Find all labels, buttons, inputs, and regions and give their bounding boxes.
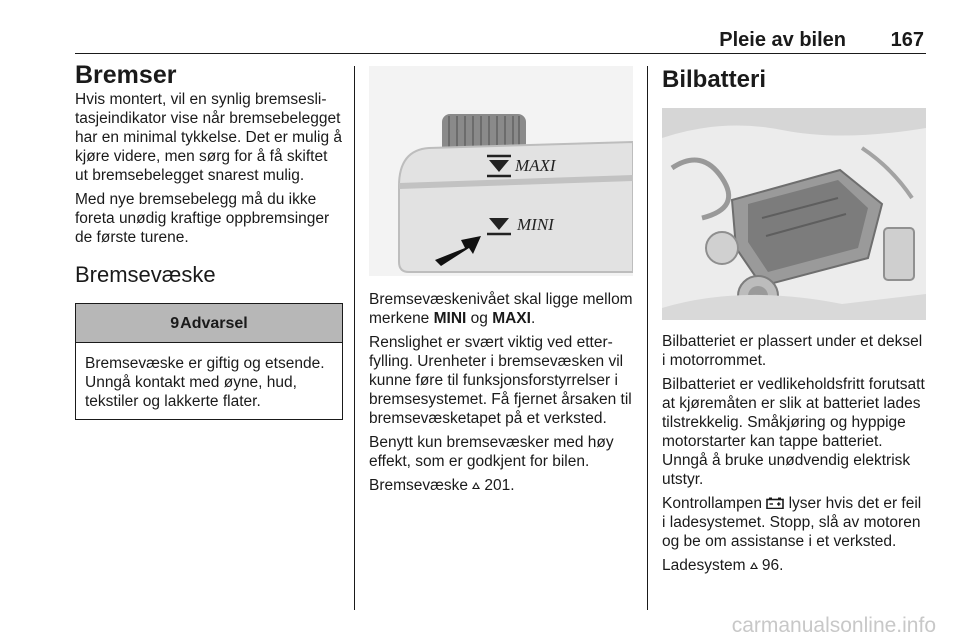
heading-brakes: Bremser — [75, 61, 177, 89]
mini-label: MINI — [433, 310, 467, 327]
page-number: 167 — [890, 29, 924, 51]
warning-header — [76, 304, 342, 343]
battery-engine-bay-image — [662, 108, 926, 320]
maxi-label: MAXI — [492, 310, 531, 327]
warning-box — [75, 303, 343, 420]
watermark: carmanualsonline.info — [731, 614, 936, 637]
battery-warning-icon — [766, 497, 784, 509]
paragraph: Benytt kun bremsevæsker med høy effekt, som er godkjent for bilen. — [369, 434, 614, 470]
cross-reference: Bremsevæske 201. — [369, 477, 515, 494]
battery-illustration — [662, 108, 926, 320]
svg-text:MINI: MINI — [517, 215, 554, 234]
paragraph: Hvis montert, vil en synlig bremseslitasjeindikator vise når bremsebelegget har en minimal tykkelse. Det er mulig å kjøre videre, men sørg for å få skiftet ut bremsebelegget snarest mulig. — [75, 91, 343, 184]
heading-battery: Bilbatteri — [662, 66, 767, 93]
column-left — [75, 60, 343, 420]
paragraph: Bilbatteriet er plassert under et deksel i motorrommet. — [662, 333, 923, 369]
page-header — [75, 26, 926, 52]
paragraph: Med nye bremsebelegg må du ikke foreta unødig kraftige oppbremsinger de første turene. — [75, 191, 330, 246]
column-right — [662, 66, 928, 575]
header-rule — [75, 53, 926, 54]
warning-title: Advarsel — [180, 314, 248, 332]
cross-reference: Ladesystem 96. — [662, 557, 784, 574]
reservoir-illustration — [369, 66, 633, 276]
paragraph: Bremsevæskenivået skal ligge mellom merkene MINI og MAXI. — [369, 291, 633, 327]
section-title: Pleie av bilen — [719, 29, 846, 51]
heading-brake-fluid: Bremsevæske — [75, 262, 216, 287]
brake-fluid-reservoir-image — [369, 66, 633, 276]
column-middle — [369, 60, 634, 495]
column-divider — [354, 66, 355, 610]
paragraph: Kontrollampen lyser hvis det er feil i ladesystemet. Stopp, slå av motoren og be om assistanse i et verksted. — [662, 495, 922, 550]
column-divider — [647, 66, 648, 610]
warning-symbol: 9 — [170, 314, 180, 332]
reference-arrow-icon — [750, 562, 758, 569]
paragraph: Renslighet er svært viktig ved etterfylling. Urenheter i bremsevæsken vil kunne føre til funksjonsforstyrrelser i bremsesystemet. Få fjernet årsaken til bremsevæsketapet på et verksted. — [369, 334, 632, 427]
reference-arrow-icon — [472, 482, 480, 489]
svg-text:MAXI: MAXI — [515, 156, 556, 175]
paragraph: Bilbatteriet er vedlikeholdsfritt forutsatt at kjøremåten er slik at batteriet lades tilstrekkelig. Småkjøring og hyppige motorstarter kan tappe batteriet. Unngå å bruke unødvendig elektrisk utstyr. — [662, 376, 925, 488]
warning-text: Bremsevæske er giftig og etsende. Unngå kontakt med øyne, hud, tekstiler og lakkerte flater. — [85, 355, 325, 410]
